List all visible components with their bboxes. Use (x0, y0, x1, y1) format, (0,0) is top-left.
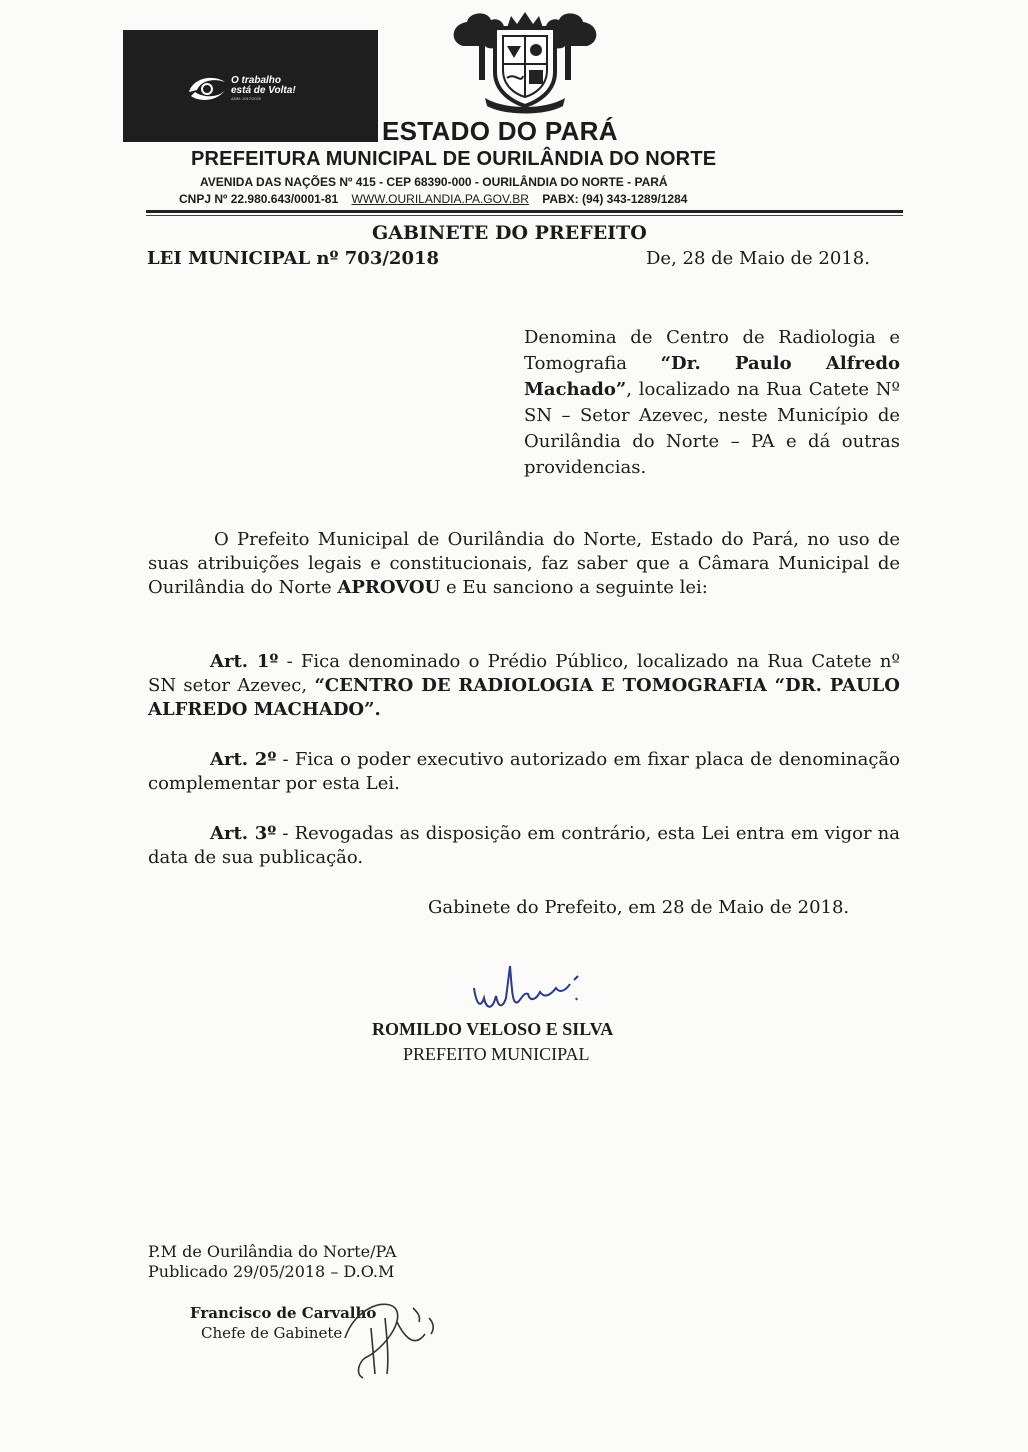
preamble-text-end: e Eu sanciono a seguinte lei: (440, 577, 708, 598)
chief-name: Francisco de Carvalho (190, 1304, 377, 1322)
logo-slogan: O trabalho está de Volta! ADM: 2017/2020 (231, 75, 296, 101)
cnpj: CNPJ Nº 22.980.643/0001-81 (179, 192, 339, 206)
website-link[interactable]: WWW.OURILANDIA.PA.GOV.BR (351, 192, 529, 206)
preamble (148, 528, 900, 600)
address-line: AVENIDA DAS NAÇÕES Nº 415 - CEP 68390-000 - OURILÂNDIA DO NORTE - PARÁ (200, 175, 668, 189)
chief-signature-icon (325, 1278, 445, 1388)
state-title: ESTADO DO PARÁ (382, 116, 618, 146)
law-summary (524, 325, 900, 481)
chief-role: Chefe de Gabinete (201, 1324, 343, 1342)
summary-text: Denomina de Centro de Radiologia e Tomografia (524, 327, 900, 374)
mayor-signature-icon (466, 958, 596, 1018)
article-3-label: Art. 3º (210, 823, 277, 844)
prefeitura-title: PREFEITURA MUNICIPAL DE OURILÂNDIA DO NORTE (191, 148, 717, 170)
preamble-approved: APROVOU (337, 577, 441, 598)
mayor-role: PREFEITO MUNICIPAL (403, 1044, 590, 1064)
law-date: De, 28 de Maio de 2018. (646, 248, 870, 269)
article-1-text: - Fica denominado o Prédio Público, localizado na Rua Catete nº SN setor Azevec, (148, 651, 900, 696)
article-2-text: - Fica o poder executivo autorizado em fixar placa de denominação complementar por esta Lei. (148, 749, 900, 794)
article-3 (148, 822, 900, 870)
header-divider-thin (146, 215, 903, 216)
publication-date: Publicado 29/05/2018 – D.O.M (148, 1262, 395, 1281)
summary-text-end: , localizado na Rua Catete Nº SN – Setor Azevec, neste Município de Ourilândia do Norte – PA e dá outras providencias. (524, 379, 900, 478)
contact-line (179, 192, 687, 206)
municipal-coat-of-arms-icon (445, 6, 605, 116)
office-title: GABINETE DO PREFEITO (372, 222, 647, 244)
law-number: LEI MUNICIPAL nº 703/2018 (147, 248, 440, 269)
article-1-label: Art. 1º (210, 651, 279, 672)
swirl-logo-icon (185, 72, 229, 104)
publication-place: P.M de Ourilândia do Norte/PA (148, 1242, 397, 1261)
closing-line: Gabinete do Prefeito, em 28 de Maio de 2018. (428, 897, 850, 918)
preamble-text: O Prefeito Municipal de Ourilândia do Norte, Estado do Pará, no uso de suas atribuições legais e constitucionais, faz saber que a Câmara Municipal de Ourilândia do Norte (148, 529, 900, 598)
article-3-text: - Revogadas as disposição em contrário, esta Lei entra em vigor na data de sua publicação. (148, 823, 900, 868)
article-1 (148, 650, 900, 722)
campaign-logo (123, 30, 378, 142)
article-1-name: “CENTRO DE RADIOLOGIA E TOMOGRAFIA “DR. PAULO ALFREDO MACHADO”. (148, 675, 900, 720)
article-2-label: Art. 2º (210, 749, 277, 770)
article-2 (148, 748, 900, 796)
mayor-name: ROMILDO VELOSO E SILVA (372, 1019, 614, 1039)
summary-honoree: “Dr. Paulo Alfredo Machado” (524, 353, 900, 400)
phone: PABX: (94) 343-1289/1284 (542, 192, 688, 206)
header-divider (146, 210, 903, 213)
